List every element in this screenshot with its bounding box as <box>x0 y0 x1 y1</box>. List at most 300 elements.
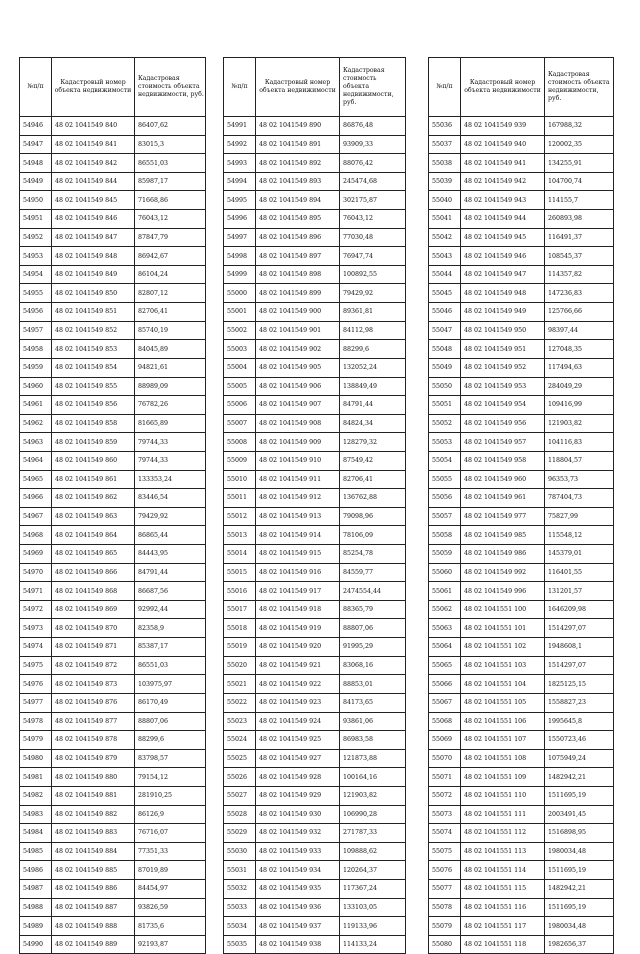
cadastral-number-cell: 48 02 1041549 944 <box>461 210 545 229</box>
row-number-cell: 55000 <box>224 284 256 303</box>
row-number-cell: 55058 <box>429 526 461 545</box>
cadastral-number-cell: 48 02 1041549 882 <box>52 805 135 824</box>
row-number-cell: 54974 <box>20 638 52 657</box>
cadastral-number-cell: 48 02 1041549 894 <box>256 191 340 210</box>
cadastral-number-cell: 48 02 1041549 861 <box>52 470 135 489</box>
row-number-cell: 55075 <box>429 842 461 861</box>
row-number-cell: 54969 <box>20 545 52 564</box>
cadastral-number-cell: 48 02 1041549 841 <box>52 135 135 154</box>
cadastral-cost-cell: 787404,73 <box>545 489 614 508</box>
cadastral-cost-cell: 100892,55 <box>340 265 406 284</box>
row-number-cell: 54960 <box>20 377 52 396</box>
cadastral-number-cell: 48 02 1041549 850 <box>52 284 135 303</box>
row-number-cell: 54965 <box>20 470 52 489</box>
row-number-cell: 54967 <box>20 507 52 526</box>
row-number-cell: 55079 <box>429 917 461 936</box>
row-number-cell: 54972 <box>20 600 52 619</box>
header-row-number: №п/п <box>429 58 461 117</box>
cadastral-cost-cell: 1511695,19 <box>545 786 614 805</box>
cadastral-cost-cell: 82706,41 <box>135 303 206 322</box>
cadastral-number-cell: 48 02 1041549 879 <box>52 749 135 768</box>
cadastral-number-cell: 48 02 1041549 893 <box>256 172 340 191</box>
cadastral-number-cell: 48 02 1041551 117 <box>461 917 545 936</box>
row-number-cell: 55046 <box>429 303 461 322</box>
row-number-cell: 54961 <box>20 396 52 415</box>
cadastral-cost-cell: 86407,62 <box>135 117 206 136</box>
cadastral-cost-cell: 84443,95 <box>135 545 206 564</box>
cadastral-number-cell: 48 02 1041549 887 <box>52 898 135 917</box>
cadastral-number-cell: 48 02 1041549 890 <box>256 117 340 136</box>
table-row <box>224 433 406 452</box>
cadastral-number-cell: 48 02 1041549 935 <box>256 879 340 898</box>
cadastral-number-cell: 48 02 1041549 958 <box>461 451 545 470</box>
row-number-cell: 54950 <box>20 191 52 210</box>
cadastral-number-cell: 48 02 1041549 911 <box>256 470 340 489</box>
cadastral-number-cell: 48 02 1041549 914 <box>256 526 340 545</box>
cadastral-cost-cell: 82358,9 <box>135 619 206 638</box>
row-number-cell: 54980 <box>20 749 52 768</box>
table-row <box>20 879 206 898</box>
table-row <box>429 228 614 247</box>
cadastral-cost-cell: 88807,06 <box>135 712 206 731</box>
cadastral-cost-cell: 1995645,8 <box>545 712 614 731</box>
row-number-cell: 54998 <box>224 247 256 266</box>
cadastral-number-cell: 48 02 1041549 936 <box>256 898 340 917</box>
cadastral-number-cell: 48 02 1041549 950 <box>461 321 545 340</box>
cadastral-number-cell: 48 02 1041549 878 <box>52 731 135 750</box>
cadastral-number-cell: 48 02 1041549 847 <box>52 228 135 247</box>
cadastral-table-2 <box>223 57 406 954</box>
row-number-cell: 55016 <box>224 582 256 601</box>
cadastral-cost-cell: 84454,97 <box>135 879 206 898</box>
cadastral-number-cell: 48 02 1041549 951 <box>461 340 545 359</box>
cadastral-number-cell: 48 02 1041551 112 <box>461 824 545 843</box>
table-row <box>224 284 406 303</box>
cadastral-cost-cell: 84559,77 <box>340 563 406 582</box>
cadastral-cost-cell: 88989,09 <box>135 377 206 396</box>
cadastral-number-cell: 48 02 1041551 116 <box>461 898 545 917</box>
cadastral-cost-cell: 84791,44 <box>135 563 206 582</box>
row-number-cell: 55044 <box>429 265 461 284</box>
row-number-cell: 55048 <box>429 340 461 359</box>
row-number-cell: 54987 <box>20 879 52 898</box>
table-row <box>20 656 206 675</box>
row-number-cell: 55032 <box>224 879 256 898</box>
table-row <box>429 135 614 154</box>
row-number-cell: 54990 <box>20 935 52 954</box>
cadastral-cost-cell: 87019,89 <box>135 861 206 880</box>
row-number-cell: 54956 <box>20 303 52 322</box>
row-number-cell: 55030 <box>224 842 256 861</box>
cadastral-number-cell: 48 02 1041549 945 <box>461 228 545 247</box>
row-number-cell: 55049 <box>429 358 461 377</box>
cadastral-number-cell: 48 02 1041551 109 <box>461 768 545 787</box>
cadastral-cost-cell: 1482942,21 <box>545 879 614 898</box>
cadastral-cost-cell: 133103,05 <box>340 898 406 917</box>
cadastral-cost-cell: 133353,24 <box>135 470 206 489</box>
cadastral-cost-cell: 85387,17 <box>135 638 206 657</box>
cadastral-number-cell: 48 02 1041549 848 <box>52 247 135 266</box>
cadastral-number-cell: 48 02 1041549 996 <box>461 582 545 601</box>
row-number-cell: 55020 <box>224 656 256 675</box>
cadastral-cost-cell: 86126,9 <box>135 805 206 824</box>
row-number-cell: 55069 <box>429 731 461 750</box>
row-number-cell: 54975 <box>20 656 52 675</box>
cadastral-number-cell: 48 02 1041549 930 <box>256 805 340 824</box>
cadastral-number-cell: 48 02 1041549 846 <box>52 210 135 229</box>
row-number-cell: 55062 <box>429 600 461 619</box>
cadastral-number-cell: 48 02 1041549 939 <box>461 117 545 136</box>
row-number-cell: 54983 <box>20 805 52 824</box>
row-number-cell: 54952 <box>20 228 52 247</box>
cadastral-number-cell: 48 02 1041549 901 <box>256 321 340 340</box>
cadastral-cost-cell: 77030,48 <box>340 228 406 247</box>
row-number-cell: 54951 <box>20 210 52 229</box>
cadastral-number-cell: 48 02 1041549 884 <box>52 842 135 861</box>
table-row <box>224 358 406 377</box>
table-row <box>224 861 406 880</box>
cadastral-number-cell: 48 02 1041549 940 <box>461 135 545 154</box>
cadastral-cost-cell: 82807,12 <box>135 284 206 303</box>
table-row <box>429 526 614 545</box>
row-number-cell: 54985 <box>20 842 52 861</box>
cadastral-number-cell: 48 02 1041551 104 <box>461 675 545 694</box>
cadastral-number-cell: 48 02 1041549 938 <box>256 935 340 954</box>
table-row <box>224 917 406 936</box>
table-row <box>20 396 206 415</box>
cadastral-cost-cell: 86983,58 <box>340 731 406 750</box>
cadastral-cost-cell: 104116,83 <box>545 433 614 452</box>
cadastral-number-cell: 48 02 1041549 863 <box>52 507 135 526</box>
table-row <box>429 154 614 173</box>
cadastral-cost-cell: 87847,79 <box>135 228 206 247</box>
cadastral-cost-cell: 79098,96 <box>340 507 406 526</box>
row-number-cell: 55043 <box>429 247 461 266</box>
cadastral-cost-cell: 98397,44 <box>545 321 614 340</box>
table-row <box>224 172 406 191</box>
table-row <box>20 749 206 768</box>
cadastral-cost-cell: 108545,37 <box>545 247 614 266</box>
table-row <box>224 600 406 619</box>
row-number-cell: 54970 <box>20 563 52 582</box>
table-row <box>429 656 614 675</box>
cadastral-cost-cell: 1516898,95 <box>545 824 614 843</box>
row-number-cell: 55061 <box>429 582 461 601</box>
cadastral-cost-cell: 84173,65 <box>340 693 406 712</box>
table-row <box>224 470 406 489</box>
cadastral-number-cell: 48 02 1041549 943 <box>461 191 545 210</box>
row-number-cell: 55014 <box>224 545 256 564</box>
cadastral-cost-cell: 84791,44 <box>340 396 406 415</box>
table-row <box>20 340 206 359</box>
row-number-cell: 55001 <box>224 303 256 322</box>
table-row <box>429 489 614 508</box>
table-row <box>20 898 206 917</box>
row-number-cell: 55053 <box>429 433 461 452</box>
cadastral-cost-cell: 79429,92 <box>135 507 206 526</box>
cadastral-number-cell: 48 02 1041549 886 <box>52 879 135 898</box>
cadastral-cost-cell: 79744,33 <box>135 451 206 470</box>
table-row <box>20 712 206 731</box>
row-number-cell: 55078 <box>429 898 461 917</box>
table-row <box>429 898 614 917</box>
cadastral-number-cell: 48 02 1041549 905 <box>256 358 340 377</box>
cadastral-number-cell: 48 02 1041549 881 <box>52 786 135 805</box>
table-row <box>20 321 206 340</box>
cadastral-number-cell: 48 02 1041549 906 <box>256 377 340 396</box>
table-row <box>20 563 206 582</box>
table-row <box>429 451 614 470</box>
cadastral-number-cell: 48 02 1041549 933 <box>256 842 340 861</box>
cadastral-cost-cell: 88299,6 <box>340 340 406 359</box>
table-row <box>429 210 614 229</box>
cadastral-cost-cell: 88807,06 <box>340 619 406 638</box>
table-row <box>224 396 406 415</box>
row-number-cell: 55035 <box>224 935 256 954</box>
row-number-cell: 54989 <box>20 917 52 936</box>
cadastral-cost-cell: 71668,86 <box>135 191 206 210</box>
cadastral-number-cell: 48 02 1041549 855 <box>52 377 135 396</box>
row-number-cell: 54981 <box>20 768 52 787</box>
table-row <box>224 712 406 731</box>
table-row <box>429 117 614 136</box>
table-row <box>20 489 206 508</box>
table-row <box>20 917 206 936</box>
cadastral-number-cell: 48 02 1041549 895 <box>256 210 340 229</box>
cadastral-cost-cell: 1825125,15 <box>545 675 614 694</box>
row-number-cell: 54979 <box>20 731 52 750</box>
row-number-cell: 55047 <box>429 321 461 340</box>
table-row <box>20 228 206 247</box>
row-number-cell: 54947 <box>20 135 52 154</box>
row-number-cell: 55070 <box>429 749 461 768</box>
cadastral-cost-cell: 83446,54 <box>135 489 206 508</box>
row-number-cell: 55029 <box>224 824 256 843</box>
cadastral-number-cell: 48 02 1041549 909 <box>256 433 340 452</box>
cadastral-number-cell: 48 02 1041549 986 <box>461 545 545 564</box>
row-number-cell: 54949 <box>20 172 52 191</box>
table-row <box>20 154 206 173</box>
cadastral-number-cell: 48 02 1041549 923 <box>256 693 340 712</box>
table-row <box>429 284 614 303</box>
table-row <box>429 563 614 582</box>
table-row <box>20 842 206 861</box>
row-number-cell: 55045 <box>429 284 461 303</box>
table-header-row <box>224 58 406 117</box>
cadastral-number-cell: 48 02 1041551 115 <box>461 879 545 898</box>
cadastral-cost-cell: 118804,57 <box>545 451 614 470</box>
cadastral-number-cell: 48 02 1041549 845 <box>52 191 135 210</box>
row-number-cell: 54963 <box>20 433 52 452</box>
table-row <box>224 247 406 266</box>
cadastral-cost-cell: 85254,78 <box>340 545 406 564</box>
cadastral-cost-cell: 78106,09 <box>340 526 406 545</box>
row-number-cell: 55033 <box>224 898 256 917</box>
table-row <box>429 321 614 340</box>
cadastral-number-cell: 48 02 1041549 920 <box>256 638 340 657</box>
row-number-cell: 55060 <box>429 563 461 582</box>
row-number-cell: 55052 <box>429 414 461 433</box>
cadastral-cost-cell: 284049,29 <box>545 377 614 396</box>
header-row-number: №п/п <box>20 58 52 117</box>
row-number-cell: 55080 <box>429 935 461 954</box>
cadastral-number-cell: 48 02 1041551 111 <box>461 805 545 824</box>
row-number-cell: 55077 <box>429 879 461 898</box>
cadastral-number-cell: 48 02 1041549 860 <box>52 451 135 470</box>
table-row <box>224 805 406 824</box>
cadastral-number-cell: 48 02 1041549 960 <box>461 470 545 489</box>
table-row <box>429 358 614 377</box>
cadastral-cost-cell: 93826,59 <box>135 898 206 917</box>
row-number-cell: 54968 <box>20 526 52 545</box>
cadastral-cost-cell: 89361,81 <box>340 303 406 322</box>
table-row <box>429 265 614 284</box>
row-number-cell: 54978 <box>20 712 52 731</box>
cadastral-number-cell: 48 02 1041549 865 <box>52 545 135 564</box>
cadastral-number-cell: 48 02 1041549 910 <box>256 451 340 470</box>
table-row <box>20 507 206 526</box>
cadastral-cost-cell: 2474554,44 <box>340 582 406 601</box>
cadastral-cost-cell: 79744,33 <box>135 433 206 452</box>
cadastral-cost-cell: 1948608,1 <box>545 638 614 657</box>
table-row <box>429 731 614 750</box>
cadastral-number-cell: 48 02 1041549 880 <box>52 768 135 787</box>
table-row <box>224 824 406 843</box>
cadastral-cost-cell: 109416,99 <box>545 396 614 415</box>
table-row <box>429 824 614 843</box>
row-number-cell: 55002 <box>224 321 256 340</box>
cadastral-number-cell: 48 02 1041549 932 <box>256 824 340 843</box>
table-row <box>429 396 614 415</box>
table-row <box>20 935 206 954</box>
cadastral-cost-cell: 84045,89 <box>135 340 206 359</box>
cadastral-number-cell: 48 02 1041549 948 <box>461 284 545 303</box>
table-row <box>224 210 406 229</box>
row-number-cell: 55018 <box>224 619 256 638</box>
cadastral-cost-cell: 167988,32 <box>545 117 614 136</box>
cadastral-table-3 <box>428 57 614 954</box>
table-row <box>20 433 206 452</box>
row-number-cell: 55026 <box>224 768 256 787</box>
cadastral-number-cell: 48 02 1041549 885 <box>52 861 135 880</box>
cadastral-cost-cell: 260893,98 <box>545 210 614 229</box>
row-number-cell: 55024 <box>224 731 256 750</box>
table-row <box>429 917 614 936</box>
row-number-cell: 54958 <box>20 340 52 359</box>
cadastral-number-cell: 48 02 1041551 118 <box>461 935 545 954</box>
row-number-cell: 55008 <box>224 433 256 452</box>
cadastral-number-cell: 48 02 1041549 873 <box>52 675 135 694</box>
cadastral-number-cell: 48 02 1041551 110 <box>461 786 545 805</box>
cadastral-number-cell: 48 02 1041551 102 <box>461 638 545 657</box>
cadastral-cost-cell: 1982656,37 <box>545 935 614 954</box>
row-number-cell: 55007 <box>224 414 256 433</box>
header-cadastral-number: Кадастровый номер объекта недвижимости <box>256 58 340 117</box>
table-row <box>429 191 614 210</box>
row-number-cell: 54997 <box>224 228 256 247</box>
row-number-cell: 55009 <box>224 451 256 470</box>
cadastral-number-cell: 48 02 1041549 844 <box>52 172 135 191</box>
table-row <box>20 824 206 843</box>
cadastral-number-cell: 48 02 1041551 105 <box>461 693 545 712</box>
cadastral-number-cell: 48 02 1041549 992 <box>461 563 545 582</box>
cadastral-cost-cell: 100164,16 <box>340 768 406 787</box>
table-row <box>429 172 614 191</box>
cadastral-number-cell: 48 02 1041551 103 <box>461 656 545 675</box>
cadastral-number-cell: 48 02 1041549 869 <box>52 600 135 619</box>
table-header-row <box>20 58 206 117</box>
table-row <box>224 489 406 508</box>
table-row <box>429 433 614 452</box>
cadastral-number-cell: 48 02 1041549 842 <box>52 154 135 173</box>
cadastral-number-cell: 48 02 1041549 946 <box>461 247 545 266</box>
cadastral-cost-cell: 92193,87 <box>135 935 206 954</box>
cadastral-cost-cell: 82706,41 <box>340 470 406 489</box>
row-number-cell: 55068 <box>429 712 461 731</box>
table-row <box>20 172 206 191</box>
cadastral-cost-cell: 117494,63 <box>545 358 614 377</box>
cadastral-cost-cell: 81735,6 <box>135 917 206 936</box>
cadastral-cost-cell: 1514297,07 <box>545 656 614 675</box>
cadastral-number-cell: 48 02 1041549 977 <box>461 507 545 526</box>
table-row <box>224 879 406 898</box>
cadastral-cost-cell: 84824,34 <box>340 414 406 433</box>
cadastral-number-cell: 48 02 1041549 925 <box>256 731 340 750</box>
row-number-cell: 54948 <box>20 154 52 173</box>
row-number-cell: 55012 <box>224 507 256 526</box>
cadastral-number-cell: 48 02 1041549 853 <box>52 340 135 359</box>
cadastral-number-cell: 48 02 1041549 928 <box>256 768 340 787</box>
cadastral-cost-cell: 121903,82 <box>340 786 406 805</box>
row-number-cell: 54959 <box>20 358 52 377</box>
row-number-cell: 54953 <box>20 247 52 266</box>
cadastral-number-cell: 48 02 1041549 961 <box>461 489 545 508</box>
table-row <box>429 303 614 322</box>
cadastral-cost-cell: 132052,24 <box>340 358 406 377</box>
row-number-cell: 54971 <box>20 582 52 601</box>
table-row <box>224 228 406 247</box>
cadastral-cost-cell: 1482942,21 <box>545 768 614 787</box>
cadastral-number-cell: 48 02 1041549 883 <box>52 824 135 843</box>
cadastral-cost-cell: 93909,33 <box>340 135 406 154</box>
row-number-cell: 55015 <box>224 563 256 582</box>
cadastral-cost-cell: 114133,24 <box>340 935 406 954</box>
cadastral-cost-cell: 83068,16 <box>340 656 406 675</box>
cadastral-number-cell: 48 02 1041549 953 <box>461 377 545 396</box>
cadastral-number-cell: 48 02 1041549 876 <box>52 693 135 712</box>
cadastral-cost-cell: 75827,99 <box>545 507 614 526</box>
table-row <box>224 265 406 284</box>
table-row <box>20 451 206 470</box>
table-row <box>429 340 614 359</box>
cadastral-cost-cell: 83015,3 <box>135 135 206 154</box>
row-number-cell: 54994 <box>224 172 256 191</box>
table-row <box>20 582 206 601</box>
cadastral-number-cell: 48 02 1041549 956 <box>461 414 545 433</box>
table-row <box>224 545 406 564</box>
row-number-cell: 54964 <box>20 451 52 470</box>
cadastral-number-cell: 48 02 1041549 924 <box>256 712 340 731</box>
table-row <box>224 117 406 136</box>
row-number-cell: 54954 <box>20 265 52 284</box>
cadastral-cost-cell: 114357,82 <box>545 265 614 284</box>
row-number-cell: 55040 <box>429 191 461 210</box>
table-row <box>429 414 614 433</box>
table-row <box>224 675 406 694</box>
cadastral-cost-cell: 120264,37 <box>340 861 406 880</box>
cadastral-cost-cell: 271787,33 <box>340 824 406 843</box>
table-row <box>20 470 206 489</box>
